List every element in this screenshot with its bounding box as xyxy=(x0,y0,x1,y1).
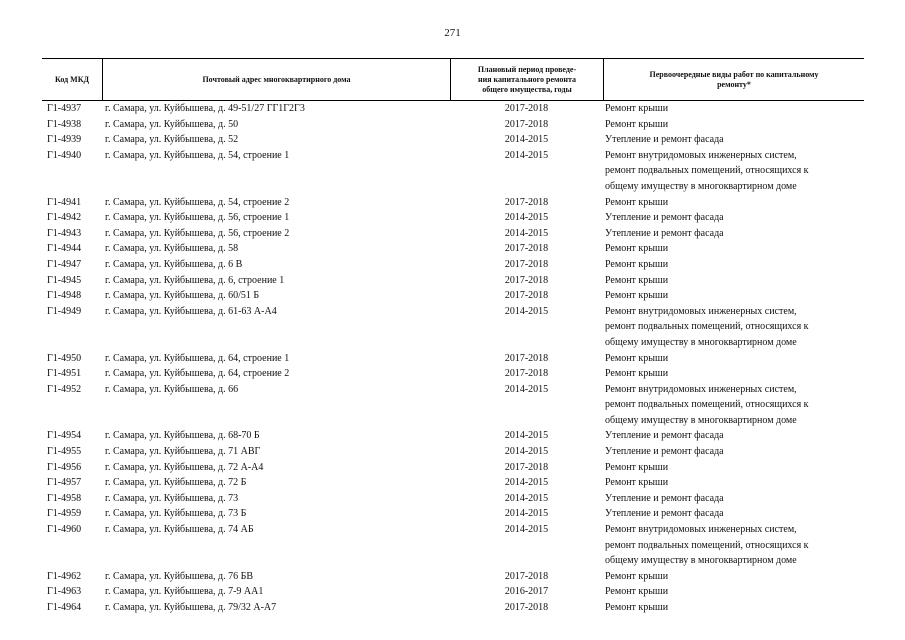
row-period: 2014-2015 xyxy=(504,212,549,224)
row-address: г. Самара, ул. Куйбышева, д. 76 БВ xyxy=(105,570,254,582)
row-works xyxy=(603,382,864,429)
table-row xyxy=(42,101,864,117)
row-works-line: Ремонт крыши xyxy=(605,118,669,130)
row-period: 2017-2018 xyxy=(504,274,549,286)
row-works xyxy=(603,304,864,351)
row-works-line: Ремонт крыши xyxy=(605,461,669,473)
row-code: Г1-4952 xyxy=(47,383,82,395)
row-address: г. Самара, ул. Куйбышева, д. 74 АБ xyxy=(105,524,254,536)
row-address: г. Самара, ул. Куйбышева, д. 72 А-А4 xyxy=(105,461,264,473)
row-works-line: ремонт подвальных помещений, относящихся к xyxy=(605,539,809,551)
header-period xyxy=(450,59,603,100)
row-period: 2017-2018 xyxy=(504,461,549,473)
row-period: 2014-2015 xyxy=(504,508,549,520)
row-code: Г1-4950 xyxy=(47,352,82,364)
row-code: Г1-4956 xyxy=(47,461,82,473)
table-row xyxy=(42,304,864,351)
row-works xyxy=(603,210,864,226)
row-code: Г1-4955 xyxy=(47,446,82,458)
row-address: г. Самара, ул. Куйбышева, д. 54, строение 1 xyxy=(105,149,290,161)
row-address: г. Самара, ул. Куйбышева, д. 54, строение 2 xyxy=(105,196,290,208)
row-works xyxy=(603,132,864,148)
table-row xyxy=(42,148,864,195)
row-works xyxy=(603,288,864,304)
row-works-line: общему имуществу в многоквартирном доме xyxy=(605,414,797,426)
row-period: 2014-2015 xyxy=(504,383,549,395)
row-code: Г1-4960 xyxy=(47,524,82,536)
row-code: Г1-4964 xyxy=(47,602,82,613)
table-row xyxy=(42,210,864,226)
row-works xyxy=(603,148,864,195)
table-row xyxy=(42,132,864,148)
row-works-line: Утепление и ремонт фасада xyxy=(605,212,724,224)
table-row xyxy=(42,117,864,133)
row-code: Г1-4937 xyxy=(47,103,82,114)
page-number: 271 xyxy=(444,27,461,39)
header-works-line: ремонту* xyxy=(717,79,751,89)
row-works-line: Ремонт крыши xyxy=(605,570,669,582)
row-works-line: Ремонт крыши xyxy=(605,258,669,270)
row-period: 2017-2018 xyxy=(504,258,549,270)
row-works-line: Ремонт крыши xyxy=(605,103,669,114)
row-code: Г1-4943 xyxy=(47,227,82,239)
row-works xyxy=(603,506,864,522)
table-row xyxy=(42,288,864,304)
row-works xyxy=(603,101,864,117)
table-row xyxy=(42,366,864,382)
table-row xyxy=(42,506,864,522)
row-address: г. Самара, ул. Куйбышева, д. 61-63 А-А4 xyxy=(105,305,277,317)
row-works-line: Ремонт крыши xyxy=(605,274,669,286)
row-code: Г1-4948 xyxy=(47,290,82,302)
row-period: 2017-2018 xyxy=(504,196,549,208)
row-works-line: Ремонт крыши xyxy=(605,352,669,364)
row-works-line: Ремонт крыши xyxy=(605,243,669,255)
row-works-line: Ремонт крыши xyxy=(605,477,669,489)
table-row xyxy=(42,273,864,289)
row-period: 2014-2015 xyxy=(504,430,549,442)
row-works-line: Ремонт крыши xyxy=(605,368,669,380)
row-address: г. Самара, ул. Куйбышева, д. 73 xyxy=(105,492,239,504)
row-period: 2017-2018 xyxy=(504,103,549,114)
row-address: г. Самара, ул. Куйбышева, д. 6 В xyxy=(105,258,243,270)
row-works xyxy=(603,444,864,460)
row-works-line: Утепление и ремонт фасада xyxy=(605,227,724,239)
row-period: 2017-2018 xyxy=(504,118,549,130)
row-period: 2014-2015 xyxy=(504,134,549,146)
row-works-line: общему имуществу в многоквартирном доме xyxy=(605,336,797,348)
row-address: г. Самара, ул. Куйбышева, д. 71 АВГ xyxy=(105,446,261,458)
row-address: г. Самара, ул. Куйбышева, д. 64, строение 2 xyxy=(105,368,290,380)
row-period: 2017-2018 xyxy=(504,243,549,255)
table-row xyxy=(42,460,864,476)
row-address: г. Самара, ул. Куйбышева, д. 73 Б xyxy=(105,508,247,520)
row-works xyxy=(603,241,864,257)
table-row xyxy=(42,584,864,600)
row-works-line: Ремонт внутридомовых инженерных систем, xyxy=(605,149,797,161)
row-works xyxy=(603,600,864,616)
row-code: Г1-4941 xyxy=(47,196,82,208)
row-code: Г1-4962 xyxy=(47,570,82,582)
row-period: 2014-2015 xyxy=(504,305,549,317)
row-period: 2017-2018 xyxy=(504,290,549,302)
row-address: г. Самара, ул. Куйбышева, д. 64, строение 1 xyxy=(105,352,290,364)
row-period: 2014-2015 xyxy=(504,477,549,489)
table-body xyxy=(42,101,864,616)
table-row xyxy=(42,382,864,429)
row-works-line: Утепление и ремонт фасада xyxy=(605,430,724,442)
table-row xyxy=(42,257,864,273)
table-row xyxy=(42,241,864,257)
row-works xyxy=(603,366,864,382)
row-works-line: Утепление и ремонт фасада xyxy=(605,446,724,458)
row-works xyxy=(603,475,864,491)
row-address: г. Самара, ул. Куйбышева, д. 7-9 АА1 xyxy=(105,586,264,598)
row-works xyxy=(603,257,864,273)
header-address: Почтовый адрес многоквартирного дома xyxy=(102,59,450,100)
row-period: 2014-2015 xyxy=(504,446,549,458)
row-code: Г1-4942 xyxy=(47,212,82,224)
row-works-line: Ремонт внутридомовых инженерных систем, xyxy=(605,383,797,395)
table-row xyxy=(42,195,864,211)
row-works xyxy=(603,584,864,600)
row-period: 2014-2015 xyxy=(504,149,549,161)
row-code: Г1-4963 xyxy=(47,586,82,598)
row-period: 2017-2018 xyxy=(504,352,549,364)
row-works-line: Утепление и ремонт фасада xyxy=(605,134,724,146)
row-works-line: ремонт подвальных помещений, относящихся к xyxy=(605,165,809,177)
row-works xyxy=(603,195,864,211)
header-period-line: ния капитального ремонта xyxy=(478,74,576,84)
row-address: г. Самара, ул. Куйбышева, д. 72 Б xyxy=(105,477,247,489)
table-row xyxy=(42,444,864,460)
row-code: Г1-4958 xyxy=(47,492,82,504)
row-address: г. Самара, ул. Куйбышева, д. 66 xyxy=(105,383,239,395)
row-address: г. Самара, ул. Куйбышева, д. 50 xyxy=(105,118,239,130)
row-works-line: Ремонт крыши xyxy=(605,290,669,302)
row-works xyxy=(603,522,864,569)
header-code: Код МКД xyxy=(54,74,90,84)
row-code: Г1-4959 xyxy=(47,508,82,520)
row-address: г. Самара, ул. Куйбышева, д. 56, строение 1 xyxy=(105,212,290,224)
row-code: Г1-4938 xyxy=(47,118,82,130)
header-works xyxy=(603,59,864,100)
row-works-line: общему имуществу в многоквартирном доме xyxy=(605,180,797,192)
table-row xyxy=(42,475,864,491)
row-code: Г1-4944 xyxy=(47,243,82,255)
table-row xyxy=(42,491,864,507)
row-period: 2014-2015 xyxy=(504,227,549,239)
row-code: Г1-4947 xyxy=(47,258,82,270)
row-address: г. Самара, ул. Куйбышева, д. 60/51 Б xyxy=(105,290,260,302)
table-row xyxy=(42,600,864,616)
row-code: Г1-4954 xyxy=(47,430,82,442)
row-address: г. Самара, ул. Куйбышева, д. 52 xyxy=(105,134,239,146)
table-row xyxy=(42,522,864,569)
row-code: Г1-4945 xyxy=(47,274,82,286)
row-works-line: общему имуществу в многоквартирном доме xyxy=(605,555,797,567)
row-period: 2014-2015 xyxy=(504,492,549,504)
table-row xyxy=(42,569,864,585)
row-works xyxy=(603,226,864,242)
row-works xyxy=(603,491,864,507)
row-works xyxy=(603,117,864,133)
row-works-line: Ремонт крыши xyxy=(605,586,669,598)
row-address: г. Самара, ул. Куйбышева, д. 56, строение 2 xyxy=(105,227,290,239)
row-period: 2014-2015 xyxy=(504,524,549,536)
row-works xyxy=(603,460,864,476)
header-works-line: Первоочередные виды работ по капитальному xyxy=(649,69,819,79)
row-works-line: Ремонт внутридомовых инженерных систем, xyxy=(605,524,797,536)
row-code: Г1-4951 xyxy=(47,368,82,380)
row-code: Г1-4949 xyxy=(47,305,82,317)
header-period-line: общего имущества, годы xyxy=(482,84,572,94)
row-period: 2017-2018 xyxy=(504,368,549,380)
row-works-line: ремонт подвальных помещений, относящихся к xyxy=(605,399,809,411)
row-code: Г1-4940 xyxy=(47,149,82,161)
row-code: Г1-4957 xyxy=(47,477,82,489)
row-works-line: ремонт подвальных помещений, относящихся к xyxy=(605,321,809,333)
table-row xyxy=(42,226,864,242)
row-works xyxy=(603,569,864,585)
row-address: г. Самара, ул. Куйбышева, д. 58 xyxy=(105,243,239,255)
row-works-line: Ремонт крыши xyxy=(605,196,669,208)
row-works-line: Утепление и ремонт фасада xyxy=(605,492,724,504)
row-works-line: Утепление и ремонт фасада xyxy=(605,508,724,520)
row-works xyxy=(603,428,864,444)
row-works-line: Ремонт внутридомовых инженерных систем, xyxy=(605,305,797,317)
row-address: г. Самара, ул. Куйбышева, д. 79/32 А-А7 xyxy=(105,602,277,613)
table-header xyxy=(42,58,864,101)
row-period: 2017-2018 xyxy=(504,602,549,613)
row-period: 2017-2018 xyxy=(504,570,549,582)
header-period-line: Плановый период проведе- xyxy=(477,64,577,74)
row-works xyxy=(603,351,864,367)
row-address: г. Самара, ул. Куйбышева, д. 49-51/27 ГГ1Г2Г3 xyxy=(105,103,305,114)
table-row xyxy=(42,351,864,367)
row-code: Г1-4939 xyxy=(47,134,82,146)
row-period: 2016-2017 xyxy=(504,586,549,598)
row-works xyxy=(603,273,864,289)
row-address: г. Самара, ул. Куйбышева, д. 68-70 Б xyxy=(105,430,260,442)
row-works-line: Ремонт крыши xyxy=(605,602,669,613)
row-address: г. Самара, ул. Куйбышева, д. 6, строение 1 xyxy=(105,274,285,286)
housing-repair-table xyxy=(42,58,864,616)
table-row xyxy=(42,428,864,444)
